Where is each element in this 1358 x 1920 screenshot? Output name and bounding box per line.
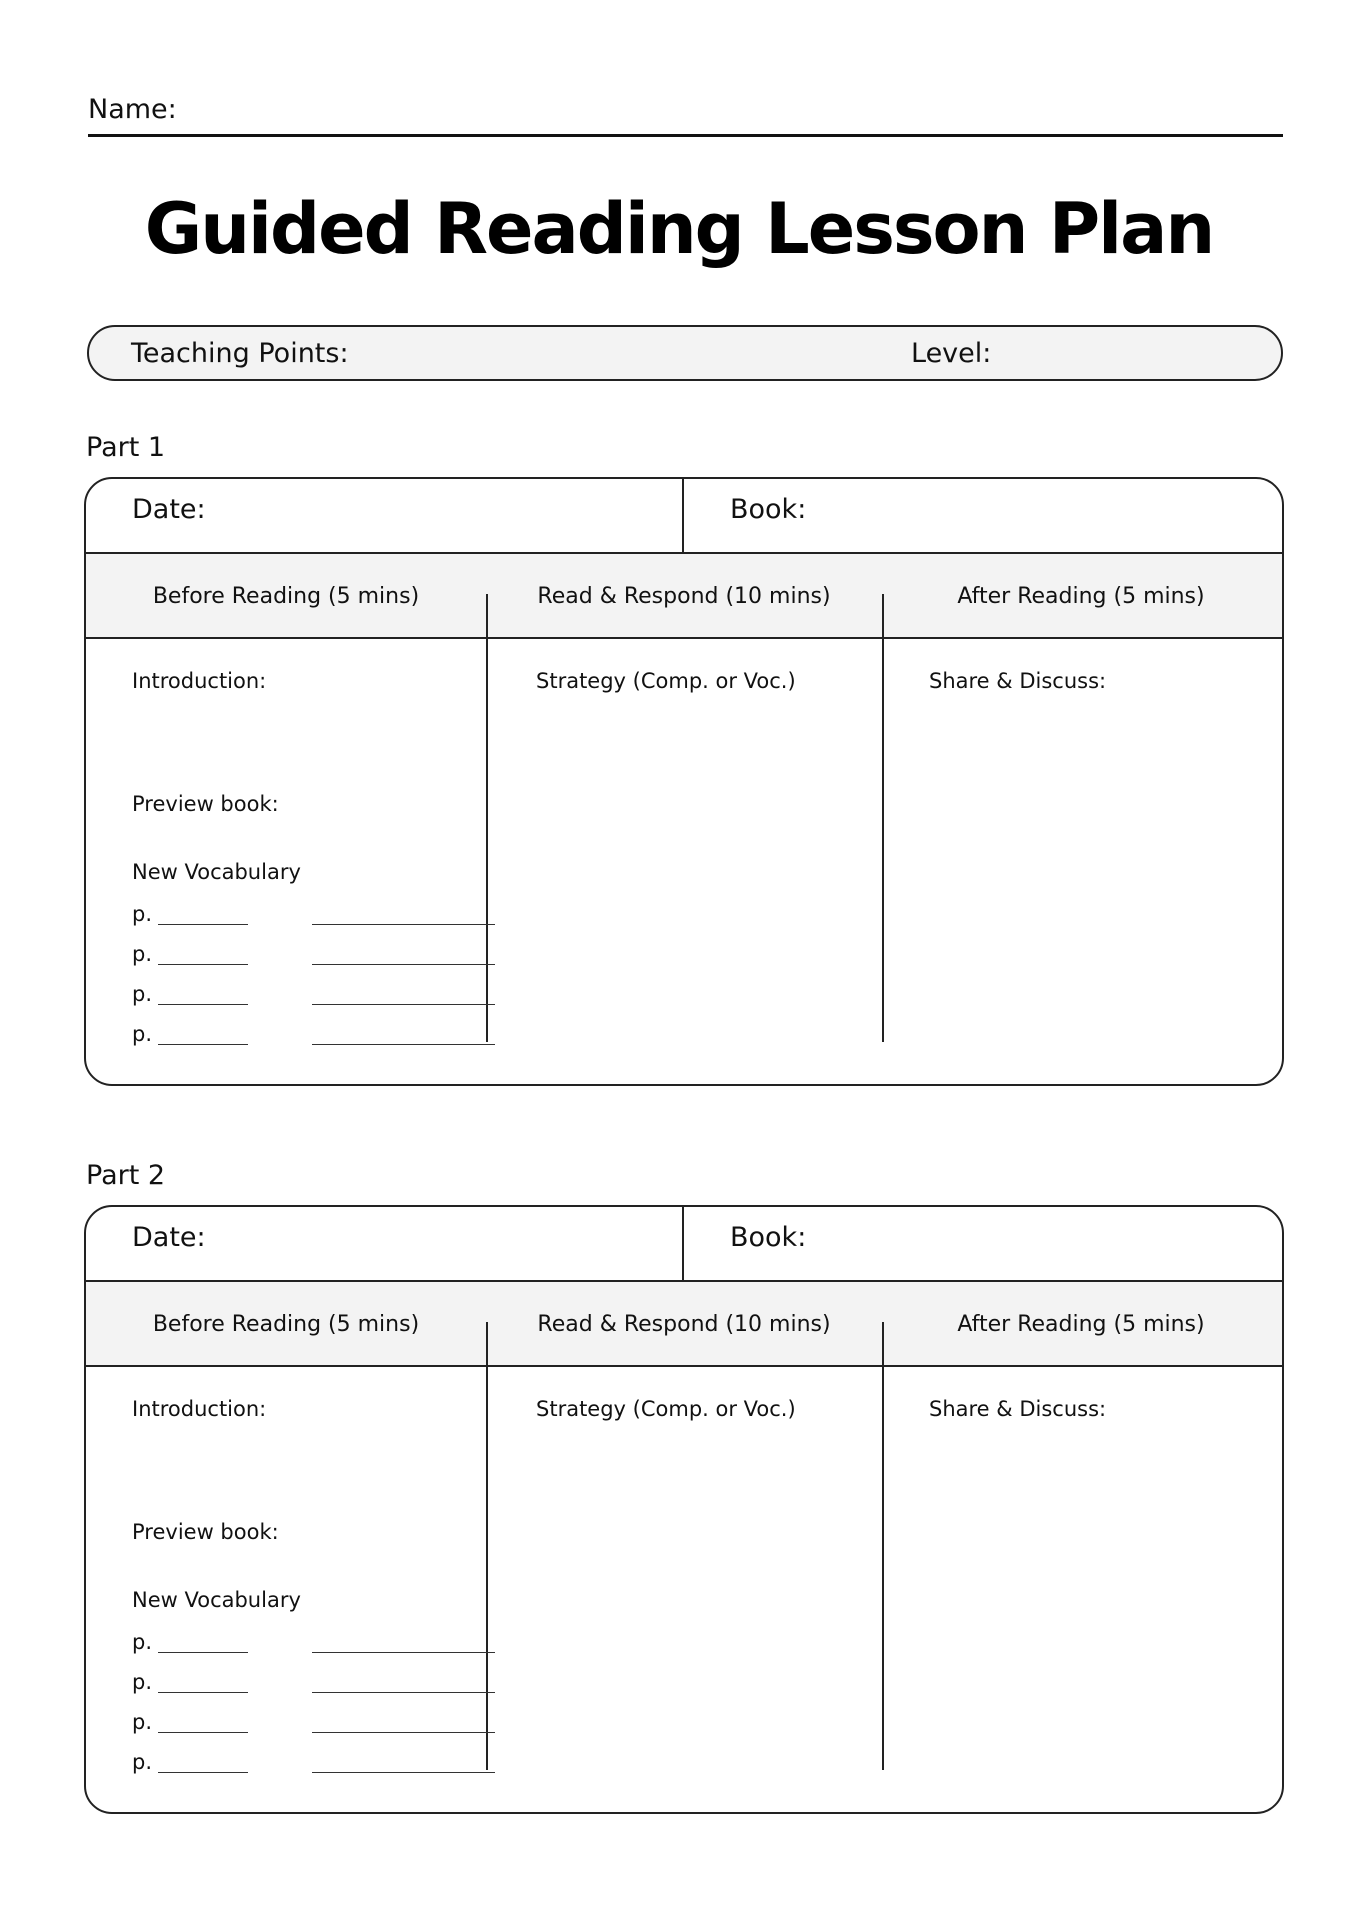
column-header-read-respond: Read & Respond (10 mins) — [537, 1312, 831, 1337]
vocab-word-line[interactable] — [312, 1732, 495, 1733]
share-discuss-field[interactable]: Share & Discuss: — [929, 1397, 1107, 1421]
page-title: Guided Reading Lesson Plan — [144, 188, 1214, 270]
page-prefix: p. — [132, 1710, 153, 1734]
vocab-entry[interactable] — [132, 1630, 452, 1654]
page-number-line[interactable] — [158, 924, 248, 925]
page-number-line[interactable] — [158, 1652, 248, 1653]
vocab-entry[interactable] — [132, 902, 452, 926]
column-divider — [486, 594, 488, 1042]
page-number-line[interactable] — [158, 1004, 248, 1005]
vocab-word-line[interactable] — [312, 1772, 495, 1773]
teaching-points-bar[interactable] — [87, 325, 1283, 381]
page-prefix: p. — [132, 1750, 153, 1774]
vocab-entry[interactable] — [132, 982, 452, 1006]
page-prefix: p. — [132, 1022, 153, 1046]
part-2-label: Part 2 — [86, 1160, 166, 1191]
vocab-entry[interactable] — [132, 1022, 452, 1046]
introduction-field[interactable]: Introduction: — [132, 1397, 267, 1421]
column-divider — [882, 1322, 884, 1770]
teaching-points-label: Teaching Points: — [131, 338, 349, 369]
introduction-field[interactable]: Introduction: — [132, 669, 267, 693]
level-label: Level: — [911, 338, 992, 369]
page-number-line[interactable] — [158, 1772, 248, 1773]
date-book-row — [86, 1207, 1282, 1282]
name-label: Name: — [88, 94, 177, 125]
date-book-row — [86, 479, 1282, 554]
column-header-before-reading: Before Reading (5 mins) — [152, 584, 420, 609]
column-header-row — [86, 1282, 1282, 1367]
page-number-line[interactable] — [158, 1044, 248, 1045]
page-number-line[interactable] — [158, 964, 248, 965]
new-vocabulary-label: New Vocabulary — [132, 860, 301, 884]
page-prefix: p. — [132, 902, 153, 926]
vocab-entry[interactable] — [132, 1750, 452, 1774]
column-header-after-reading: After Reading (5 mins) — [957, 584, 1205, 609]
new-vocabulary-label: New Vocabulary — [132, 1588, 301, 1612]
preview-book-field[interactable]: Preview book: — [132, 1520, 279, 1544]
book-field[interactable]: Book: — [730, 1222, 807, 1253]
column-divider — [486, 1322, 488, 1770]
divider — [682, 479, 684, 552]
page-number-line[interactable] — [158, 1732, 248, 1733]
divider — [682, 1207, 684, 1280]
part-2-section — [84, 1205, 1284, 1814]
page-prefix: p. — [132, 982, 153, 1006]
share-discuss-field[interactable]: Share & Discuss: — [929, 669, 1107, 693]
date-field[interactable]: Date: — [132, 494, 206, 525]
vocab-word-line[interactable] — [312, 1692, 495, 1693]
page-number-line[interactable] — [158, 1692, 248, 1693]
column-divider — [882, 594, 884, 1042]
column-header-before-reading: Before Reading (5 mins) — [152, 1312, 420, 1337]
vocab-entry[interactable] — [132, 1670, 452, 1694]
vocab-entry[interactable] — [132, 1710, 452, 1734]
preview-book-field[interactable]: Preview book: — [132, 792, 279, 816]
vocab-word-line[interactable] — [312, 1004, 495, 1005]
vocab-entry[interactable] — [132, 942, 452, 966]
column-header-row — [86, 554, 1282, 639]
vocab-word-line[interactable] — [312, 964, 495, 965]
name-field[interactable] — [88, 86, 1283, 137]
column-header-read-respond: Read & Respond (10 mins) — [537, 584, 831, 609]
page-prefix: p. — [132, 1670, 153, 1694]
strategy-field[interactable]: Strategy (Comp. or Voc.) — [536, 669, 796, 693]
vocab-word-line[interactable] — [312, 924, 495, 925]
part-1-section — [84, 477, 1284, 1086]
page-prefix: p. — [132, 942, 153, 966]
vocab-word-line[interactable] — [312, 1652, 495, 1653]
date-field[interactable]: Date: — [132, 1222, 206, 1253]
strategy-field[interactable]: Strategy (Comp. or Voc.) — [536, 1397, 796, 1421]
part-1-label: Part 1 — [86, 432, 166, 463]
page-prefix: p. — [132, 1630, 153, 1654]
column-header-after-reading: After Reading (5 mins) — [957, 1312, 1205, 1337]
vocab-word-line[interactable] — [312, 1044, 495, 1045]
book-field[interactable]: Book: — [730, 494, 807, 525]
